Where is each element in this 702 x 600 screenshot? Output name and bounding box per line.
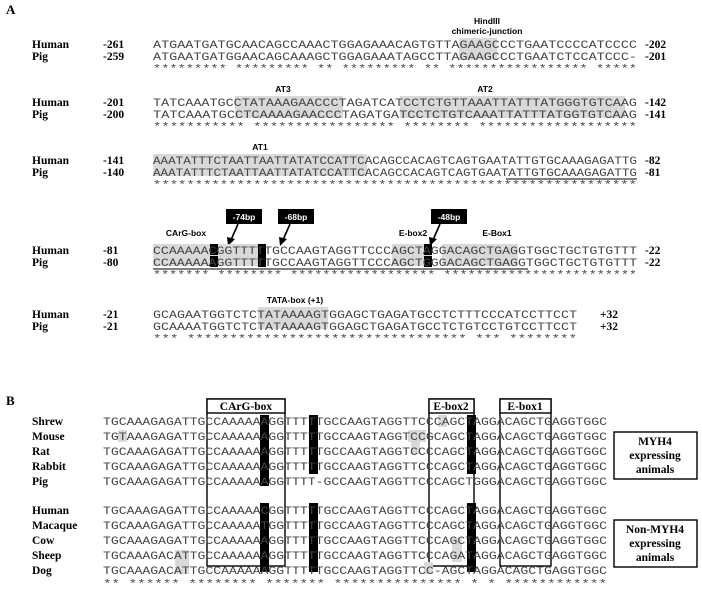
sequence-row: TGCAAAGAGATTGCCAAAAAAGGTTTTTGCCAAGTAGGTTCCCAGCTAGGACAGCTGAGGTGGC: [103, 417, 607, 429]
sequence-row: ATGAATGATGCAACAGCCAAACTGGAGAAACAGTGTTAGAAGCCCTGAATCCCCATCCCC: [153, 40, 637, 52]
end-position: -202: [645, 39, 667, 51]
sequence-row: TGTAAAGAGATTGCCAAAAAAGGTTTTTGCCAAGTAGGTCCGCAGCTAGGACAGCTGAGGTGGC: [103, 432, 607, 444]
end-position: -142: [645, 97, 667, 109]
sequence-row: TGCAAAGAGATTGCCAAAAAAGGTTTTTGCCAAGTAGGTCCCCAGCTAGGACAGCTGAGGTGGC: [103, 447, 607, 459]
marker-74bp: -74bp: [232, 212, 256, 222]
end-position: -22: [645, 257, 661, 269]
sequence-row: TGCAAAGACATTGCCAAAAAAGGTTTTTGCCAAGTAGGTTCCCAGATAGGACAGCTGAGGTGGC: [103, 551, 607, 563]
sequence-row: GCAAAATGGTCTCTATAAAAGTGGAGCTGAGATGCCTCTGTCCTGTCCTTCCT: [153, 322, 577, 334]
sequence-row: TGCAAAGACATTGCCAAAAAAGGTTTTTGCCAAGTAGGTTCC-AGCTAGGACAGCTGAGGTGGC: [103, 566, 607, 578]
group2-label-line: expressing: [629, 538, 681, 550]
hindiii-label: HindIII: [474, 16, 500, 26]
block-3: [32, 142, 661, 192]
conservation-stars: ******* ******** ****************** ************************: [153, 270, 637, 282]
end-position: +32: [600, 321, 619, 333]
species-label: Human: [32, 39, 70, 51]
species-label: Human: [32, 155, 70, 167]
block-2: [32, 84, 666, 134]
at3-label: AT3: [275, 84, 291, 94]
arrowhead: [279, 237, 287, 246]
conservation-stars: **********************************************************: [153, 180, 637, 192]
e-box2-title: E-box2: [433, 401, 469, 413]
start-position: -21: [103, 309, 119, 321]
group2-label-line: animals: [635, 552, 675, 564]
end-position: -82: [645, 155, 661, 167]
sequence-row: TGCAAAGAGATTGCCAAAAAAGGTTTTTGCCAAGTAGGTTCCCAGCTAGGACAGCTGAGGTGGC: [103, 462, 607, 474]
at1-label: AT1: [252, 142, 268, 152]
species-label: Pig: [32, 167, 48, 179]
sequence-row: ATGAATGATGGAACAGCAAAGCTGGAGAAATAGCCTTAGAAGCCCTGAATCTCCATCCC-: [153, 52, 637, 64]
species-label: Pig: [32, 321, 48, 333]
group1-label-line: MYH4: [638, 436, 672, 448]
end-position: -22: [645, 245, 661, 257]
species-label: Pig: [32, 51, 48, 63]
e-box2-label: E-box2: [398, 228, 428, 238]
species-label: Human: [32, 97, 70, 109]
chimeric-junction-label: chimeric-junction: [451, 26, 523, 36]
sequence-row: CCAAAAACGGTTTTTGCCAAGTAGGTTCCCAGCTAGGACAGCTGAGGTGGCTGCTGTGTTT: [153, 246, 637, 258]
carg-box-title: CArG-box: [219, 401, 273, 413]
species-label: Shrew: [32, 416, 64, 428]
conservation-stars: *********** ***************** ******** *******************: [153, 122, 637, 134]
at2-label: AT2: [477, 84, 493, 94]
species-label: Pig: [32, 257, 48, 269]
e-box1-title: E-box1: [507, 401, 543, 413]
panel-b: [32, 399, 697, 591]
marker-48bp: -48bp: [437, 212, 461, 222]
end-position: -141: [645, 109, 667, 121]
arrow-48bp: [433, 224, 440, 240]
sequence-row: TGCAAAGAGATTGCCAAAAATGGTTTTTGCCAAGTAGGTTCCCAGCTAGGACAGCTGAGGTGGC: [103, 521, 607, 533]
conservation-stars: *** ********************************* *** ********: [153, 334, 577, 346]
group2-label-line: Non-MYH4: [625, 524, 685, 536]
species-label: Rat: [32, 446, 50, 458]
start-position: -200: [103, 109, 125, 121]
group1-label-line: expressing: [629, 450, 681, 462]
start-position: -259: [103, 51, 125, 63]
sequence-row: TATCAAATGCCTATAAAGAACCCTAGATCATCCTCTGTTAAATTATTTATGGGTGTCAAG: [153, 98, 637, 110]
start-position: -80: [103, 257, 119, 269]
arrow-74bp: [231, 224, 238, 240]
species-label: Macaque: [32, 520, 78, 532]
conservation-stars: ** ****** ******** ******* *************** * * ************: [103, 579, 607, 591]
start-position: -140: [103, 167, 125, 179]
sequence-row: AAATATTTCTAATTAATTATATCCATTCACAGCCACAGTCAGTGAATATTGTGCAAAGAGATTG: [153, 168, 637, 180]
sequence-row: TGCAAAGAGATTGCCAAAAACGGTTTTTGCCAAGTAGGTTCCCAGCTAGGACAGCTGAGGTGGC: [103, 506, 607, 518]
group1-label-line: animals: [635, 464, 675, 476]
block-4: [32, 209, 661, 282]
species-label: Mouse: [32, 431, 65, 443]
conservation-stars: ********* ********* ** ********* ** ***************** *****: [153, 64, 637, 76]
species-label: Pig: [32, 476, 48, 488]
sequence-row: GCAGAATGGTCTCTATAAAAGTGGAGCTGAGATGCCTCTTTCCCATCCTTCCT: [153, 310, 577, 322]
start-position: -201: [103, 97, 125, 109]
carg-box-label: CArG-box: [165, 228, 207, 238]
panel-b-label: B: [6, 393, 15, 408]
marker-68bp: -68bp: [284, 212, 308, 222]
species-label: Human: [32, 309, 70, 321]
sequence-row: TGCAAAGAGATTGCCAAAAAAGGTTTT-GCCAAGTAGGTTCCCAGCTGGGACAGCTGAGGTGGC: [103, 477, 607, 489]
sequence-row: AAATATTTCTAATTAATTATATCCATTCACAGCCACAGTCAGTGAATATTGTGCAAAGAGATTG: [153, 156, 637, 168]
start-position: -141: [103, 155, 125, 167]
start-position: -81: [103, 245, 119, 257]
block-1: [32, 16, 666, 76]
arrow-68bp: [283, 224, 290, 240]
start-position: -261: [103, 39, 125, 51]
species-label: Sheep: [32, 550, 62, 562]
end-position: -201: [645, 51, 667, 63]
species-label: Human: [32, 245, 70, 257]
tata-box-label: TATA-box (+1): [266, 295, 324, 305]
end-position: -81: [645, 167, 661, 179]
start-position: -21: [103, 321, 119, 333]
species-label: Pig: [32, 109, 48, 121]
species-label: Human: [32, 505, 70, 517]
block-5: [32, 295, 618, 346]
sequence-row: TATCAAATGCCTCAAAAGAACCCTAGATGATCCTCTGTCAAATTATTTATGGTGTCAAG: [153, 110, 637, 122]
species-label: Dog: [32, 565, 52, 577]
end-position: +32: [600, 309, 619, 321]
species-label: Rabbit: [32, 461, 66, 473]
panel-a-label: A: [6, 2, 16, 17]
species-label: Cow: [32, 535, 55, 547]
sequence-row: CCAAAAAAGGTTTTTGCCAAGTAGGTTCCCAGCTGGGACAGCTGAGGTGGCTGCTGTGTTT: [153, 258, 637, 270]
e-box1-label: E-Box1: [482, 228, 512, 238]
sequence-row: TGCAAAGAGATTGCCAAAAAAGGTTTTTGCCAAGTAGGTTCCCAGCTAGGACAGCTGAGGTGGC: [103, 536, 607, 548]
